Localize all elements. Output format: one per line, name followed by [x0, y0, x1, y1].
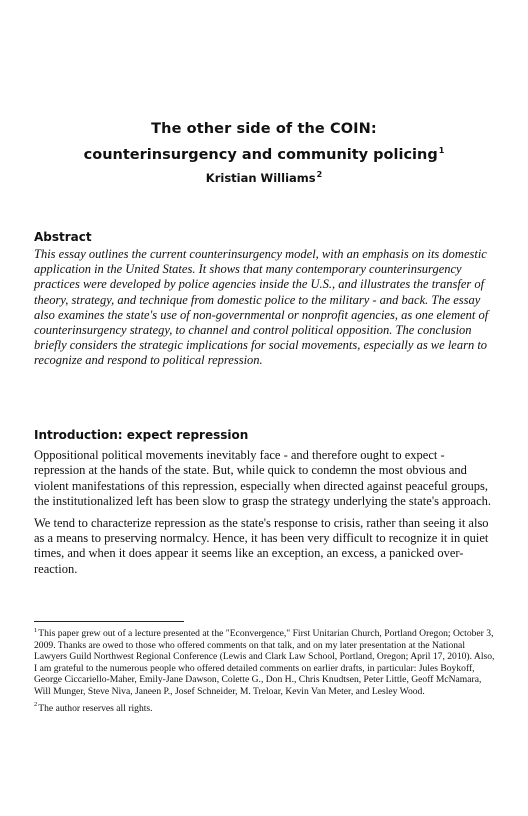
footnote-2 [34, 703, 496, 715]
footnote-1-text: This paper grew out of a lecture presented at the "Econvergence," First Unitarian Church, Portland Oregon; October 3, 2009. Thanks are owed to those who offered comments on that talk, and on my later presentation at the National Lawyers Guild Northwest Regional Conference (Lewis and Clark Law School, Portland, Oregon; April 17, 2010). Also, I am grateful to the numerous people who offered detailed comments on earlier drafts, in particular: Jules Boykoff, George Ciccariello-Maher, Emily-Jane Dawson, Colette G., Don H., Chris Knudtsen, Peter Little, Geoff McNamara, Will Munger, Steve Niva, Janeen P., Josef Schneider, M. Treloar, Kevin Van Meter, and Lesley Wood. [34, 628, 495, 697]
author-name: Kristian Williams [205, 171, 316, 185]
footnote-1 [34, 628, 496, 698]
footnotes [34, 628, 496, 719]
document-title: The other side of the COIN: [151, 121, 377, 137]
footnote-2-mark: 2 [34, 701, 38, 709]
abstract-section [34, 229, 494, 369]
subtitle-footnote-marker[interactable]: 1 [438, 146, 445, 156]
introduction-paragraph: Oppositional political movements inevitably face - and therefore ought to expect - repression at the hands of the state. But, while quick to condemn the most obvious and violent manifestations of this repression, especially when directed against peaceful groups, the institutionalized left has been slow to grasp the strategy underlying the state's approach. [34, 448, 491, 509]
footnote-2-text: The author reserves all rights. [38, 702, 153, 714]
title-block [0, 118, 528, 187]
introduction-paragraph: We tend to characterize repression as the state's response to crisis, rather than seeing it also as a means to preserving normalcy. Hence, it has been very difficult to recognize it in quiet times, and when it does appear it seems like an exception, an excess, a panicked over-reaction. [34, 515, 489, 576]
footnote-separator [34, 621, 184, 622]
abstract-heading: Abstract [34, 230, 92, 244]
footnote-1-mark: 1 [34, 626, 38, 634]
author-footnote-marker[interactable]: 2 [316, 170, 323, 180]
document-subtitle-text: counterinsurgency and community policing [83, 147, 438, 163]
document-subtitle [0, 144, 528, 166]
introduction-heading: Introduction: expect repression [34, 428, 249, 442]
abstract-text: This essay outlines the current counterinsurgency model, with an emphasis on its domestic application in the United States. It shows that many contemporary counterinsurgency practices were developed by police agencies inside the U.S., and illustrates the transfer of theory, strategy, and technique from domestic police to the military - and back. The essay also examines the state's use of non-governmental or nonprofit agencies, as one element of counterinsurgency strategy, to channel and control political opposition. The conclusion briefly considers the strategic implications for social movements, especially as we learn to recognize and respond to political repression. [34, 247, 489, 368]
author-line [0, 169, 528, 187]
introduction-section [34, 427, 494, 583]
